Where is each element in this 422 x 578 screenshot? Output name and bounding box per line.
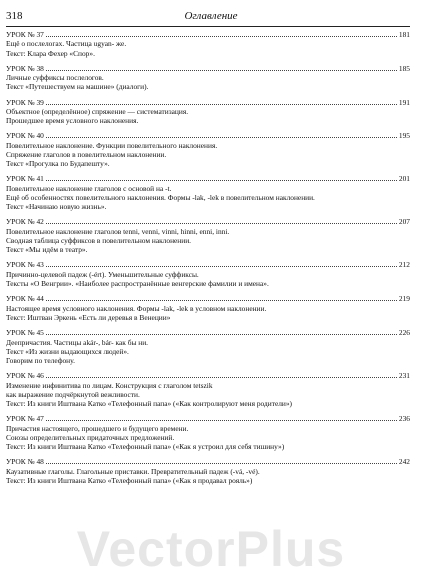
toc-entry [6,217,410,254]
toc-entry-heading [6,30,410,39]
toc-entry [6,294,410,322]
lesson-page-number: 185 [398,63,410,73]
lesson-topic-line: Причастия настоящего, прошедшего и будущего времени. [6,423,189,433]
lesson-topic-line: Текст «Из жизни выдающихся людей». [6,346,129,356]
lesson-title: УРОК № 39 [6,97,44,107]
lesson-topic-line: Союзы определительных придаточных предложений. [6,432,175,442]
lesson-title: УРОК № 47 [6,414,44,424]
lesson-page-number: 236 [398,414,410,424]
page-header [0,10,422,26]
lesson-title: УРОК № 44 [6,294,44,304]
dot-leader [46,414,397,421]
lesson-topic-line: Причинно-целевой падеж (-ért). Уменьшительные суффиксы. [6,269,199,279]
toc-entry-heading [6,217,410,226]
lesson-topic-line: Ещё о послелогах. Частица ugyan- же. [6,39,127,49]
lesson-title: УРОК № 38 [6,63,44,73]
lesson-topic-line: как выражение подчёркнутой вежливости. [6,389,140,399]
lesson-page-number: 195 [398,131,410,141]
running-title: Оглавление [184,10,238,22]
lesson-title: УРОК № 40 [6,131,44,141]
lesson-page-number: 201 [398,174,410,184]
lesson-page-number: 226 [398,328,410,338]
toc-entry [6,30,410,58]
toc-entry-heading [6,371,410,380]
lesson-topic-line: Текст «Начинаю новую жизнь». [6,202,107,212]
dot-leader [46,174,397,181]
lesson-topic-line: Объектное (определённое) спряжение — систематизация. [6,107,189,117]
toc-entry-heading [6,414,410,423]
toc-entry [6,131,410,168]
toc-entry-heading [6,98,410,107]
toc-entry [6,371,410,408]
dot-leader [46,64,397,71]
toc-entry [6,64,410,92]
lesson-topic-line: Текст «Путешествуем на машине» (диалоги). [6,82,149,92]
toc-entry-heading [6,260,410,269]
dot-leader [46,294,397,301]
toc-entry [6,328,410,365]
dot-leader [46,457,397,464]
toc-entry [6,260,410,288]
lesson-topic-line: Личные суффиксы послелогов. [6,73,104,83]
lesson-topic-line: Прошедшее время условного наклонения. [6,116,139,126]
dot-leader [46,328,397,335]
lesson-page-number: 242 [398,457,410,467]
toc-entry-heading [6,174,410,183]
lesson-page-number: 191 [398,97,410,107]
dot-leader [46,260,397,267]
lesson-title: УРОК № 46 [6,371,44,381]
lesson-page-number: 207 [398,217,410,227]
dot-leader [46,131,397,138]
lesson-page-number: 212 [398,260,410,270]
lesson-topic-line: Текст: Иштван Эркень «Есть ли деревья в Венеции» [6,312,171,322]
lesson-topic-line: Текст: Клара Фехер «Спор». [6,48,95,58]
lesson-topic-line: Повелительное наклонение глаголов с основой на -t. [6,183,172,193]
lesson-topic-line: Тексты «О Венгрии». «Наиболее распространённые венгерские фамилии и имена». [6,279,269,289]
lesson-topic-line: Ещё об особенностях повелительного наклонения. Формы -lak, -lek в повелительном наклонении. [6,193,315,203]
toc-entry-heading [6,328,410,337]
lesson-topic-line: Повелительное наклонение глаголов tenni, venni, vinni, hinni, enni, inni. [6,226,230,236]
dot-leader [46,98,397,105]
lesson-title: УРОК № 45 [6,328,44,338]
toc-entry [6,98,410,126]
dot-leader [46,30,397,37]
watermark: VectorPlus [76,521,346,577]
lesson-title: УРОК № 41 [6,174,44,184]
lesson-topic-line: Каузативные глаголы. Глагольные приставки. Превратительный падеж (-vá, -vé). [6,466,260,476]
lesson-topic-line: Деепричастия. Частицы akár-, bár- как бы ни. [6,337,149,347]
dot-leader [46,217,397,224]
lesson-topic-line: Текст «Мы идём в театр». [6,245,88,255]
toc-entry-heading [6,64,410,73]
header-rule [6,26,410,27]
lesson-topic-line: Спряжение глаголов в повелительном наклонении. [6,150,167,160]
lesson-title: УРОК № 37 [6,30,44,39]
page-number: 318 [6,10,23,22]
lesson-topic-line: Текст: Из книги Иштвана Катко «Телефонный папа» («Как я продавал рояль») [6,475,253,485]
lesson-page-number: 219 [398,294,410,304]
lesson-topic-line: Сводная таблица суффиксов в повелительном наклонении. [6,236,192,246]
toc-entry [6,457,410,485]
toc-entry-heading [6,131,410,140]
lesson-title: УРОК № 43 [6,260,44,270]
lesson-page-number: 231 [398,371,410,381]
lesson-topic-line: Текст: Из книги Иштвана Катко «Телефонный папа» («Как я устроил для себя тишину») [6,441,285,451]
lesson-title: УРОК № 48 [6,457,44,467]
lesson-topic-line: Текст «Прогулка по Будапешту». [6,159,110,169]
toc-entry-heading [6,294,410,303]
lesson-page-number: 181 [398,30,410,39]
toc-entry-heading [6,457,410,466]
table-of-contents [6,30,410,491]
toc-entry [6,414,410,451]
lesson-topic-line: Повелительное наклонение. Функции повелительного наклонения. [6,140,218,150]
dot-leader [46,371,397,378]
lesson-topic-line: Настоящее время условного наклонения. Формы -lak, -lek в условном наклонении. [6,303,267,313]
lesson-topic-line: Изменение инфинитива по лицам. Конструкция с глаголом tetszik [6,380,213,390]
lesson-topic-line: Говорим по телефону. [6,355,75,365]
lesson-title: УРОК № 42 [6,217,44,227]
lesson-topic-line: Текст: Из книги Иштвана Катко «Телефонный папа» («Как контролируют меня родители») [6,398,293,408]
toc-entry [6,174,410,211]
